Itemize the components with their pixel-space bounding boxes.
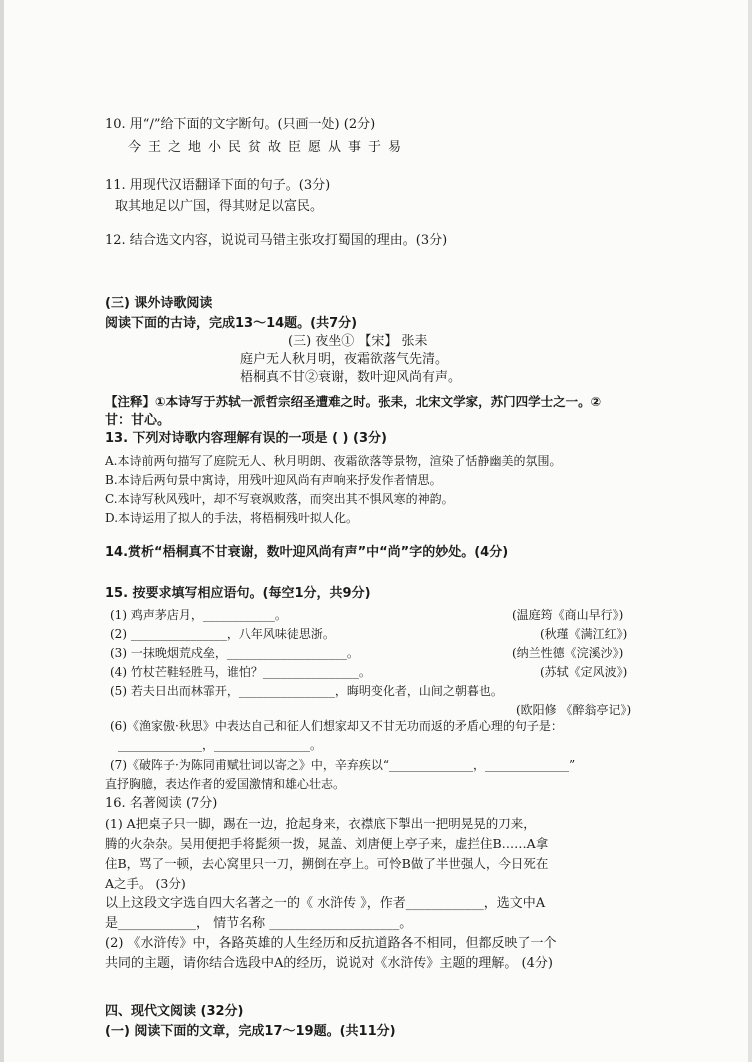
part4-instruction: (一) 阅读下面的文章，完成17～19题。(共11分) [105, 1024, 396, 1039]
poem-note-line-1: 【注释】①本诗写于苏轼一派哲宗绍圣遭难之时。张耒，北宋文学家，苏门四学士之一。② [105, 394, 602, 409]
q15-item-1: (1) 鸡声茅店月，____________。 [110, 608, 287, 622]
q13-option-a: A.本诗前两句描写了庭院无人、秋月明朗、夜霜欲落等景物，渲染了恬静幽美的氛围。 [105, 454, 562, 468]
q16-p1-line-1: (1) A把桌子只一脚，踢在一边，抢起身来，衣襟底下掣出一把明晃晃的刀来， [105, 816, 536, 831]
scan-left-edge [0, 0, 4, 1062]
q16-p1-line-4: A之手。 (3分) [105, 876, 186, 891]
q10-stem: 10. 用“/”给下面的文字断句。(只画一处) (2分) [105, 117, 376, 132]
q15-item-7-line-2: 直抒胸臆，表达作者的爱国激情和雄心壮志。 [105, 777, 346, 791]
q16-p1-line-6: 是____________， 情节名称 ____________________。 [105, 916, 413, 931]
q15-item-7-line-1: (7)《破阵子·为陈同甫赋壮词以寄之》中，辛弃疾以“______________，______________” [110, 758, 576, 772]
part3-title: (三) 课外诗歌阅读 [105, 296, 213, 311]
q15-source-1: (温庭筠《商山早行》) [512, 608, 624, 622]
q10-text: 今王之地小民贫故臣愿从事于易 [128, 140, 409, 155]
q15-item-2: (2) ________________，八年风味徒思浙。 [110, 627, 335, 641]
q15-item-6-line-2: ______________，________________。 [118, 738, 323, 752]
q15-source-2: (秋瑾《满江红》) [540, 627, 628, 641]
poem-line-2: 梧桐真不甘②衰谢，数叶迎风尚有声。 [240, 370, 462, 385]
scan-right-edge [748, 0, 752, 1062]
part4-title: 四、现代文阅读 (32分) [105, 1004, 244, 1019]
part3-instruction: 阅读下面的古诗，完成13～14题。(共7分) [105, 316, 358, 331]
q14-stem: 14.赏析“梧桐真不甘衰谢，数叶迎风尚有声”中“尚”字的妙处。(4分) [105, 545, 509, 560]
poem-title: (三) 夜坐① 【宋】 张耒 [288, 334, 428, 349]
q13-option-b: B.本诗后两句景中寓诗，用残叶迎风尚有声响来抒发作者情思。 [105, 473, 442, 487]
poem-note-line-2: 甘：甘心。 [105, 413, 171, 428]
q15-item-4: (4) 竹杖芒鞋轻胜马，谁怕？________________。 [110, 665, 371, 679]
q15-item-5: (5) 若夫日出而林霏开，________________，晦明变化者，山间之朝暮也。 [110, 684, 503, 698]
q16-stem: 16. 名著阅读 (7分) [105, 796, 218, 811]
q16-p1-line-2: 腾的火杂杂。吴用便把手将髭须一拨，晁盖、刘唐便上亭子来，虚拦住B……A拿 [105, 836, 549, 851]
poem-line-1: 庭户无人秋月明，夜霜欲落气先清。 [240, 352, 449, 367]
q13-stem: 13. 下列对诗歌内容理解有误的一项是 ( ) (3分) [105, 431, 387, 446]
q16-p2-line-2: 共同的主题，请你结合选段中A的经历，说说对《水浒传》主题的理解。 (4分) [105, 956, 553, 971]
q15-stem: 15. 按要求填写相应语句。(每空1分，共9分) [105, 586, 371, 601]
q11-text: 取其地足以广国，得其财足以富民。 [115, 199, 324, 214]
q15-item-6-line-1: (6)《渔家傲·秋思》中表达自己和征人们想家却又不甘无功而返的矛盾心理的句子是： [110, 719, 563, 733]
q15-source-4: (苏轼《定风波》) [540, 665, 628, 679]
q13-option-d: D.本诗运用了拟人的手法，将梧桐残叶拟人化。 [105, 511, 359, 525]
q15-source-3: (纳兰性德《浣溪沙》) [512, 646, 624, 660]
q16-p1-line-5: 以上这段文字选自四大名著之一的《 水浒传 》，作者____________，选文中A [105, 896, 546, 911]
q12-stem: 12. 结合选文内容，说说司马错主张攻打蜀国的理由。(3分) [105, 233, 448, 248]
q16-p2-line-1: (2) 《水浒传》中，各路英雄的人生经历和反抗道路各不相同，但都反映了一个 [105, 936, 557, 951]
q13-option-c: C.本诗写秋风残叶，却不写衰飒败落，而突出其不惧风寒的神韵。 [105, 492, 454, 506]
q15-source-5: (欧阳修 《醉翁亭记》) [516, 703, 632, 717]
q11-stem: 11. 用现代汉语翻译下面的句子。(3分) [105, 178, 331, 193]
q16-p1-line-3: 住B，骂了一顿，去心窝里只一刀，搠倒在亭上。可怜B做了半世强人，今日死在 [105, 856, 549, 871]
q15-item-3: (3) 一抹晚烟荒戍垒，____________________。 [110, 646, 359, 660]
